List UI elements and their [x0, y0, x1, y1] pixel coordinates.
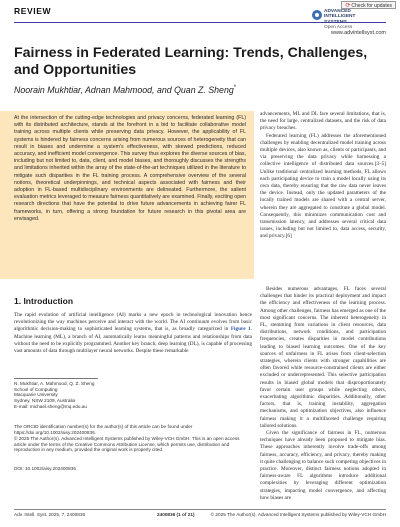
refresh-icon: ⟳ [345, 3, 351, 9]
article-authors [14, 85, 236, 95]
orcid-note: The ORCID identification number(s) for the author(s) of this article can be found under https://doi.org/10.1002/aisy.202400836. [14, 424, 193, 435]
paragraph: Given the significance of fairness in FL, numerous techniques have already been proposed to mitigate bias. These approaches inherently involve trade-offs among fairness, accuracy, efficiency, and privacy, thereby making it quite challenging to balance such competing objectives in practice. Moreover, distinct fairness notions adopted in fairness-aware FL algorithms introduce additional complexities by leveraging different optimization strategies, impacting model convergence, and affecting how biases are [260, 430, 386, 501]
journal-logo-icon [312, 10, 322, 20]
right-column-bottom [260, 286, 386, 502]
section-label: REVIEW [14, 6, 52, 16]
journal-url-link[interactable]: www.advintellsyst.com [330, 30, 386, 36]
footer-citation: Adv. Intell. Syst. 2025, 7, 2400836 [14, 512, 86, 517]
author-email-link[interactable]: E-mail: michael.sheng@mq.edu.au [14, 403, 88, 409]
paragraph: Besides numerous advantages, FL faces several challenges that hinder its practical deployment and impact the efficiency and effectiveness of the learning process. Among other challenges, fairness has emerged as one of the most significant concerns. The inherent heterogeneity in FL, stemming from variations in client resources, data distributions, network conditions, and participation frequencies, creates disparities in model contributions leading to biased learning outcomes. One of the key sources of unfairness in FL arises from client-selection strategies, wherein clients with stronger capabilities are often favored while resource-constrained clients are either excluded or underrepresented. This selective participation results in biased global models that disproportionately favor certain user groups while neglecting others, exacerbating algorithmic disparities. Additionally, other factors, that is, training instability, aggregation mechanisms, and optimization objectives, also influence fairness making it a multifaceted challenge requiring tailored solutions. [260, 286, 386, 429]
intro-text-after: . Machine learning (ML), a branch of AI, automatically learns meaningful patterns and relationships from data without the need to be explicitly programmed. Another key branch, deep learning (DL), is capable of processing vast amounts of data through multilayer neural networks. Despite these remarkable [14, 326, 252, 355]
abstract: At the intersection of the cutting-edge technologies and privacy concerns, federated learning (FL) with its distributed architecture, stands at the forefront in a bid to facilitate collaborative model training across multiple clients while preserving data privacy. However, the applicability of FL systems is hindered by fairness concerns arising from numerous sources of heterogeneity that can result in biases and undermine a system's effectiveness, with skewed predictions, reduced accuracy, and inefficient model convergence. This survey thus explores the diverse sources of bias, including but not limited to, data, client, and model biases, and thoroughly discusses the strengths and limitations inherited within the array of the state-of-the-art techniques utilized in the literature to mitigate such disparities in the FL training process. A comprehensive overview of the several notions, theoretical underpinnings, and technical aspects associated with fairness and their adoption in FL-based multidisciplinary environments are delineated. Furthermore, the salient evaluation metrics leveraged to measure fairness quantitatively are examined. Finally, exciting open research directions that have the potential to drive future advancements in achieving fairer FL frameworks, in turn, offering a strong foundation for future research in this pivotal area are envisaged. [14, 115, 246, 222]
header-divider [14, 22, 386, 23]
affiliation-line: N. Mukhtiar, A. Mahmood, Q. Z. Sheng [14, 381, 95, 386]
brand-line-1: ADVANCED [324, 9, 351, 14]
affiliation-line: School of Computing [14, 386, 58, 392]
affiliation-line: Sydney, NSW 2109, Australia [14, 398, 76, 404]
paragraph: advancements, ML and DL face several limitations, that is, the need for large, centralized datasets, and the risk of data privacy breaches. [260, 111, 386, 132]
right-column-top [260, 111, 386, 241]
brand-line-2: INTELLIGENT [324, 14, 356, 20]
affiliation-line: Macquarie University [14, 392, 58, 398]
page-header [0, 0, 400, 31]
figure-1-link[interactable]: Figure 1 [230, 326, 251, 333]
check-for-updates-label: Check for updates [351, 3, 392, 9]
intro-text-before: The rapid evolution of artificial intelligence (AI) marks a new epoch in technological innovation hence revolutionizing the way machines perceive and interact with the world. The AI continuum evolves from basic algorithmic decision-making to sophisticated learning systems, that is, as broadly categorized in [14, 312, 252, 333]
article-title: Fairness in Federated Learning: Trends, Challenges, and Opportunities [14, 45, 368, 78]
section-heading-introduction: 1. Introduction [14, 296, 74, 306]
footer-copyright: © 2025 The Author(s). Advanced Intelligent Systems published by Wiley-VCH GmbH [210, 512, 386, 517]
journal-logo [324, 9, 386, 31]
footer-page-number: 2400836 (1 of 21) [157, 512, 195, 517]
doi-link[interactable]: DOI: 10.1002/aisy.202400836 [14, 466, 76, 471]
author-names: Noorain Mukhtiar, Adnan Mahmood, and Quan Z. Sheng [14, 85, 234, 95]
paragraph: Federated learning (FL) addresses the aforementioned challenges by enabling decentralized model training across multiple devices, also known as, clients or participants, and via preserving the data privacy while harnessing a collective intelligence of distributed data sources.[3–5] Unlike traditional centralized learning methods, FL allows each participating device to train a model locally using its own data, thereby ensuring that the raw data never leaves the device. Instead, only the updated parameters of the locally trained models are shared with a central server, wherein they are aggregated to constitute a global model. Consequently, this minimizes communication cost and transmission latency, and addresses several critical data issues, including but not limited to, data access, security, and privacy.[6] [260, 132, 386, 240]
footnote-divider [14, 378, 98, 379]
brand-sub: Open Access [324, 25, 353, 31]
paragraph [14, 312, 252, 355]
copyright-note: © 2025 The Author(s). Advanced Intelligent Systems published by Wiley-VCH GmbH. This is an open access article under the terms of the Creative Commons Attribution License, which permits use, distribution and reproduction in any medium, provided the original work is properly cited. [14, 436, 240, 453]
footer-divider [14, 509, 386, 510]
introduction-text [14, 312, 252, 355]
check-for-updates-button[interactable] [341, 1, 396, 9]
author-affiliation [14, 381, 134, 410]
corresponding-author-mark: * [233, 85, 237, 92]
